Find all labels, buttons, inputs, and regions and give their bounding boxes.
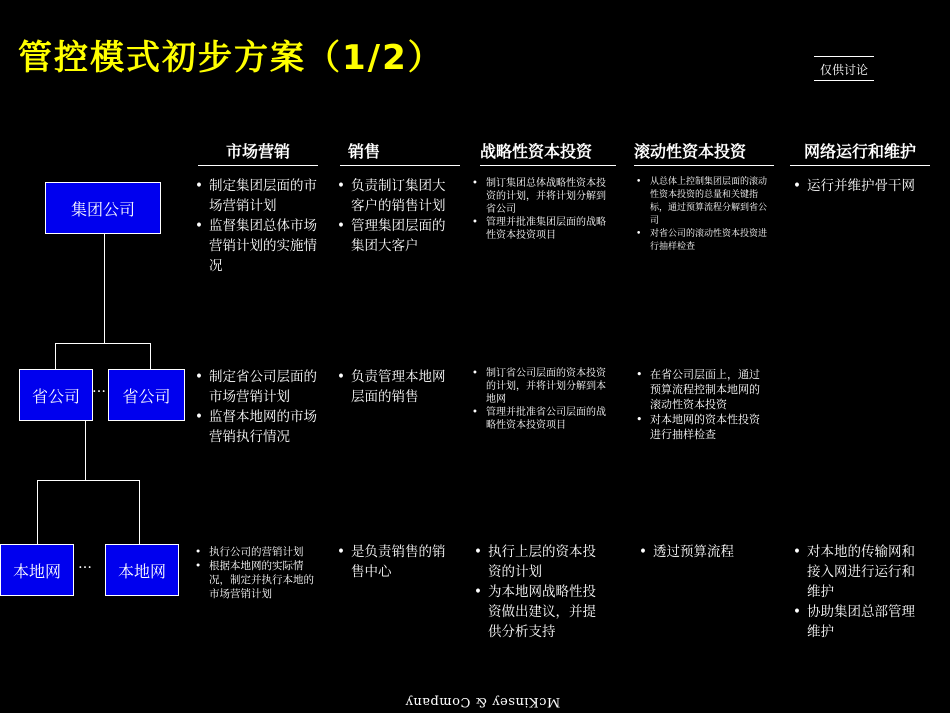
for-discussion-label: 仅供讨论 [814, 56, 874, 81]
list-item: • 监督集团总体市场营销计划的实施情况 [195, 216, 325, 276]
list-item: • 管理并批准省公司层面的战略性资本投资项目 [472, 406, 606, 432]
connector [37, 480, 38, 544]
connector [37, 480, 140, 481]
connector [104, 233, 105, 343]
col-header-strategic-capex: 战略性资本投资 [480, 139, 616, 166]
col-header-network-ops: 网络运行和维护 [790, 139, 930, 166]
list-item: • 对本地网的资本性投资进行抽样检查 [636, 412, 766, 442]
group-company-box: 集团公司 [45, 182, 161, 234]
group-strategic [472, 177, 606, 242]
connector [150, 343, 151, 370]
page-title: 管控模式初步方案（1/2） [18, 38, 444, 78]
list-item: • 透过预算流程 [639, 542, 769, 562]
province-marketing [195, 367, 325, 447]
list-item: • 制定省公司层面的市场营销计划 [195, 367, 325, 407]
connector [85, 420, 86, 480]
list-item: • 制订集团总体战略性资本投资的计划，并将计划分解到省公司 [472, 177, 606, 216]
list-item: • 根据本地网的实际情况，制定并执行本地的市场营销计划 [195, 559, 320, 601]
ellipsis: … [78, 556, 92, 572]
list-item: • 监督本地网的市场营销执行情况 [195, 407, 325, 447]
list-item: • 在省公司层面上，通过预算流程控制本地网的滚动性资本投资 [636, 367, 766, 412]
list-item: • 对省公司的滚动性资本投资进行抽样检查 [636, 228, 772, 254]
list-item: • 对本地的传输网和接入网进行运行和维护 [793, 542, 928, 602]
local-network-box-left: 本地网 [0, 544, 74, 596]
list-item: • 运行并维护骨干网 [793, 176, 933, 196]
list-item: • 管理集团层面的集团大客户 [337, 216, 455, 256]
list-item: • 执行公司的营销计划 [195, 545, 320, 559]
ellipsis: … [92, 380, 106, 396]
list-item: • 是负责销售的销售中心 [337, 542, 455, 582]
connector [139, 480, 140, 544]
list-item: • 负责管理本地网层面的销售 [337, 367, 455, 407]
province-sales [337, 367, 455, 407]
local-network-box-right: 本地网 [105, 544, 179, 596]
province-company-box-left: 省公司 [19, 369, 93, 421]
local-marketing [195, 545, 320, 601]
group-rolling [636, 176, 772, 254]
list-item: • 协助集团总部管理维护 [793, 602, 928, 642]
province-strategic [472, 367, 606, 432]
company-logo: McKinsey & Company [405, 694, 561, 709]
list-item: • 从总体上控制集团层面的滚动性资本投资的总量和关键指标，通过预算流程分解到省公司 [636, 176, 772, 228]
local-sales [337, 542, 455, 582]
group-sales [337, 176, 455, 256]
col-header-marketing: 市场营销 [198, 139, 318, 166]
province-company-box-right: 省公司 [108, 369, 185, 421]
list-item: • 执行上层的资本投资的计划 [474, 542, 606, 582]
group-network [793, 176, 933, 196]
col-header-sales: 销售 [340, 139, 460, 166]
province-rolling [636, 367, 766, 442]
connector [55, 343, 150, 344]
local-rolling [639, 542, 769, 562]
list-item: • 为本地网战略性投资做出建议，并提供分析支持 [474, 582, 606, 642]
local-network [793, 542, 928, 642]
list-item: • 制定集团层面的市场营销计划 [195, 176, 325, 216]
list-item: • 管理并批准集团层面的战略性资本投资项目 [472, 216, 606, 242]
group-marketing [195, 176, 325, 276]
list-item: • 负责制订集团大客户的销售计划 [337, 176, 455, 216]
connector [55, 343, 56, 370]
list-item: • 制订省公司层面的资本投资的计划，并将计划分解到本地网 [472, 367, 606, 406]
local-strategic [474, 542, 606, 642]
col-header-rolling-capex: 滚动性资本投资 [634, 139, 774, 166]
